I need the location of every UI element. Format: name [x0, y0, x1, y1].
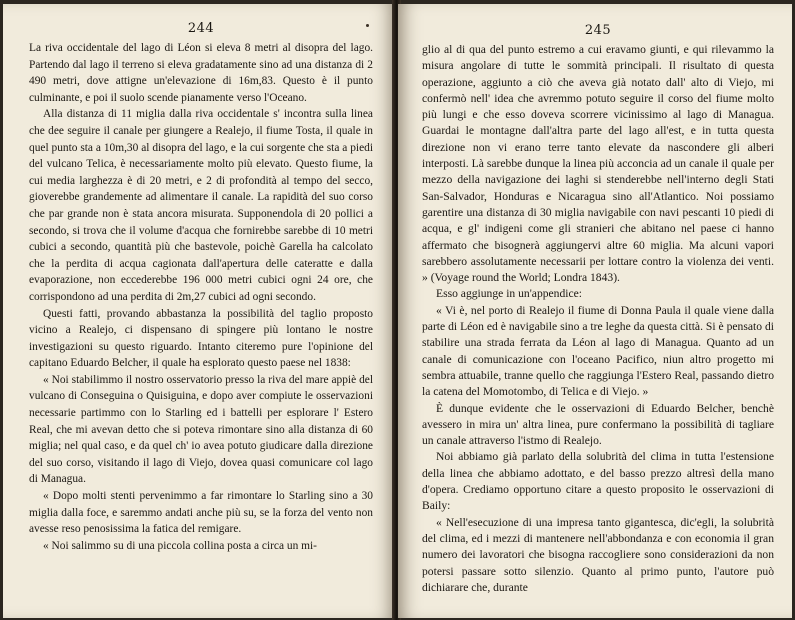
quote-paragraph: « Nell'esecuzione di una impresa tanto gigantesca, dic'egli, la solubrità del clima, ed i mezzi di mantenere nell'abbondanza e con economia il gran numero dei lavoratori che bisogna raccogliere sono considerazioni da non potersi passare sotto silenzio. Quanto al primo punto, l'autore può dichiarare che, durante	[422, 515, 774, 594]
quote-paragraph: « Dopo molti stenti pervenimmo a far rimontare lo Starling sino a 30 miglia dalla foce, e saremmo andati anche più su, se la forza del vento non avesse reso penosissima la fatica del remigare.	[29, 490, 373, 536]
paragraph: glio al di qua del punto estremo a cui eravamo giunti, e qui rilevammo la misura angolare di tutte le sommità principali. Il risultato di questa operazione, aggiunto a ciò che aveva già notato dall' alto di Viejo, mi confermò nell' idea che avremmo potuto seguire il corso del fiume molto più lungi e che esso doveva scorrere vicinissimo al lago di Managua. Guardai le montagne dall'altra parte del lago all'est, e in tutta questa direzione non vi erano terre tanto elevate da nascondere gli alberi interposti. Là sarebbe dunque la linea più acconcia ad un canale il quale per mezzo della navigazione dei laghi si stenderebbe nell'interno degli Stati San-Salvador, Honduras e Nicaragua sino all'Atlantico. Noi possiamo garentire una distanza di 30 miglia navigabile con navi pescanti 10 piedi di acqua, e gl' indigeni come gli stranieri che abitano nel paese ci hanno affermato che bisognerà aggiungervi altre 60 miglia. Ma alcuni vapori sarebbero assolutamente necessarii per lottare contro la violenza dei venti. » (Voyage round the World; Londra 1843).	[422, 43, 774, 285]
paragraph: È dunque evidente che le osservazioni di Eduardo Belcher, benchè avessero in mira un' altra linea, pure confermano la possibilità di tagliare un canale attraverso l'istmo di Realejo.	[422, 401, 774, 448]
paragraph: Noi abbiamo già parlato della solubrità del clima in tutta l'estensione della linea che abbiamo adottato, e del basso prezzo altresì della mano d'opera. Crediamo opportuno citare a questo proposito le osservazioni di Baily:	[422, 450, 774, 513]
quote-paragraph: « Noi salimmo su di una piccola collina posta a circa un mi-	[43, 539, 317, 552]
paragraph: La riva occidentale del lago di Léon si eleva 8 metri al disopra del lago. Partendo dal lago il terreno si eleva gradatamente sino ad una distanza di 2 490 metri, dove attigne un'elevazione di 16m,83. Questo è il punto culminante, e poi il suolo scende pianamente verso l'Oceano.	[29, 42, 373, 104]
paragraph: Esso aggiunge in un'appendice:	[436, 287, 583, 301]
left-page-body	[29, 40, 373, 554]
right-page	[398, 4, 792, 618]
paragraph: Questi fatti, provando abbastanza la possibilità del taglio proposto vicino a Realejo, ci dispensano di spingere più lontano le nostre investigazioni su questo riguardo. Intanto citeremo pure l'opinione del capitano Eduardo Belcher, il quale ha esplorato questo paese nel 1838:	[29, 307, 373, 370]
left-page	[3, 4, 395, 618]
ink-speck	[366, 24, 369, 27]
page-number-right: 245	[584, 23, 612, 38]
quote-paragraph: « Noi stabilimmo il nostro osservatorio presso la riva del mare appiè del vulcano di Conseguina o Quisiguina, e dopo aver compiute le osservazioni necessarie partimmo con lo Starling ed i battelli per esplorare l' Estero Real, che mi avevan detto che si poteva rimontare sino alla distanza di 60 miglia; nel qual caso, e da quel ch' io avea potuto giudicare dalla direzione del suo corso, visitando il lago di Viejo, dovea quasi comunicare col lago di Managua.	[29, 373, 373, 486]
right-page-body	[422, 42, 774, 596]
page-number-left: 244	[187, 21, 215, 36]
paragraph: Alla distanza di 11 miglia dalla riva occidentale s' incontra sulla linea che dee seguire il canale per giungere a Realejo, il fiume Tosta, il quale in quel punto sta a 10m,30 al disopra del lago, e la cui sorgente che sta a piedi del vulcano Telica, è necessariamente molto più elevato. Questo fiume, la cui media larghezza è di 20 metri, e 2 di profondità al tempo del secco, gioverebbe grandemente ad alimentare il canale. La rapidità del suo corso che par grande non è stata ancora misurata. Supponendola di 20 pollici a secondo, si trova che il volume d'acqua che fornirebbe sarebbe di 10 metri cubici a secondo, quantità più che bastevole, poichè Garella ha calcolato che la perdita di acqua cagionata dall'apertura delle cateratte e dalla evaporazione, non eccederebbe 196 000 metri cubici ogni 24 ore, che corrispondono ad una perdita di 2m,27 cubici ad ogni secondo.	[29, 108, 373, 303]
quote-paragraph: « Vi è, nel porto di Realejo il fiume di Donna Paula il quale viene dalla parte di Léon ed è navigabile sino a tre leghe da questa città. Si è pensato di stabilire una strada ferrata da Léon al lago di Managua. Quanto ad un canale di comunicazione con l'oceano Pacifico, niun altro progetto mi sembra attuabile, tranne quello che raggiunga l'Estero Real, passando dietro la catena del Momotombo, di Telica e di Viejo. »	[422, 303, 774, 399]
